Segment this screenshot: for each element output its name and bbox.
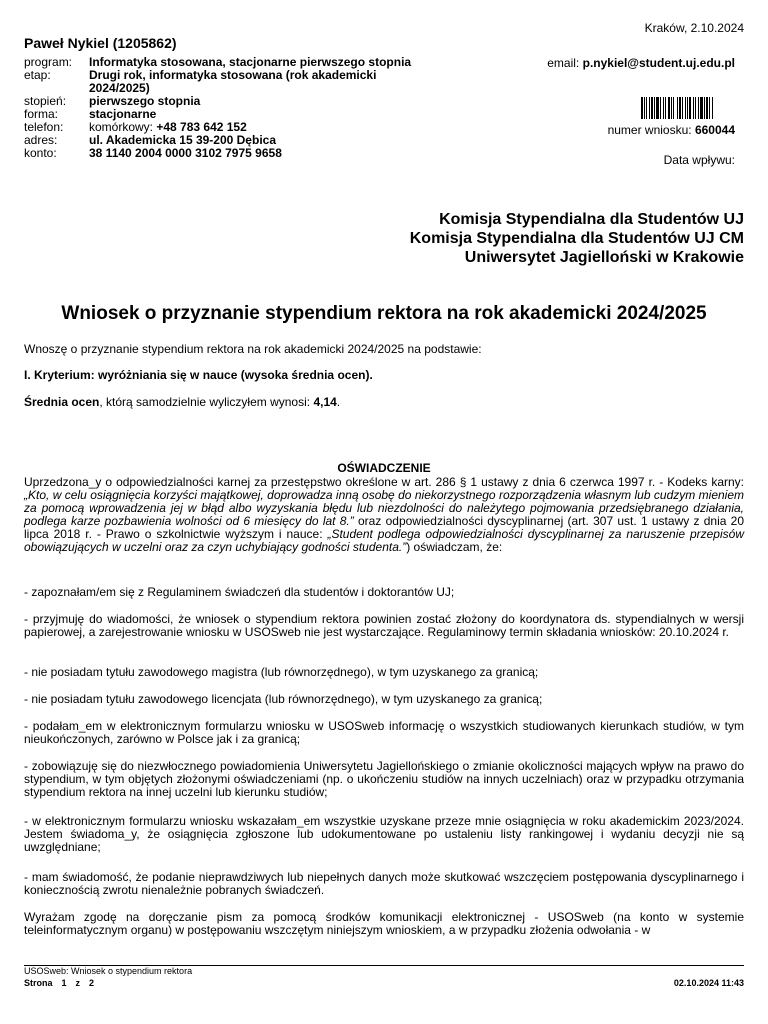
statement-item: - zobowiązuję się do niezwłocznego powiadomienia Uniwersytetu Jagiellońskiego o zmianie okoliczności mających wpływ na prawo do stypendium, w tym objętych złożonymi oświadczeniami (np. o ukończeniu studiów na innych uczelniach) oraz w przypadku otrzymania stypendium rektora na innej uczelni lub kierunku studiów; xyxy=(24,759,744,799)
statement-item: - w elektronicznym formularzu wniosku wskazałam_em wszystkie uzyskane przeze mnie osiągnięcia w roku akademickim 2023/2024. Jestem świadoma_y, że osiągnięcia zgłoszone lub udokumentowane po ustaleniu listy rankingowej i wydaniu decyzji nie są uwzględniane; xyxy=(24,814,744,854)
page-total: 2 xyxy=(89,978,95,988)
email-value: p.nykiel@student.uj.edu.pl xyxy=(582,56,735,70)
info-label: program: xyxy=(24,55,73,69)
addressee-line: Uniwersytet Jagielloński w Krakowie xyxy=(464,249,744,266)
addressee-line: Komisja Stypendialna dla Studentów UJ CM xyxy=(409,230,744,247)
info-value: Informatyka stosowana, stacjonarne pierwszego stopnia xyxy=(89,55,412,69)
info-label: stopień: xyxy=(24,94,67,108)
kryterium: I. Kryterium: wyróżniania się w nauce (wysoka średnia ocen). xyxy=(24,368,373,382)
applicant-info xyxy=(24,56,419,160)
info-label: telefon: xyxy=(24,120,64,134)
srednia-ocen xyxy=(24,396,744,409)
info-row-stopien xyxy=(24,95,419,108)
info-row-etap xyxy=(24,69,419,95)
srednia-value: 4,14 xyxy=(313,395,337,409)
phone-prefix: komórkowy: xyxy=(89,120,154,134)
srednia-text: , którą samodzielnie wyliczyłem wynosi: xyxy=(99,395,314,409)
statement-item: - nie posiadam tytułu zawodowego licencjata (lub równorzędnego), w tym uzyskanego za granicą; xyxy=(24,692,543,706)
srednia-label: Średnia ocen xyxy=(24,395,100,409)
srednia-end: . xyxy=(336,395,341,409)
oswiadczenie-text: oraz odpowiedzialności dyscyplinarnej (art. 307 ust. 1 ustawy z dnia 20 lipca 2018 r. - Prawo o szkolnictwie wyższym i nauce: xyxy=(24,514,745,541)
page-number: 1 xyxy=(61,978,67,988)
info-value: stacjonarne xyxy=(89,107,157,121)
info-label: konto: xyxy=(24,146,57,160)
info-value: Drugi rok, informatyka stosowana (rok akademicki 2024/2025) xyxy=(89,68,377,95)
city-date: Kraków, 2.10.2024 xyxy=(644,21,744,35)
footer-timestamp: 02.10.2024 11:43 xyxy=(673,978,744,988)
page-label: Strona xyxy=(24,978,53,988)
wniosek-label: numer wniosku: xyxy=(607,123,692,137)
oswiadczenie-heading: OŚWIADCZENIE xyxy=(337,461,431,475)
barcode-icon xyxy=(641,97,737,119)
info-value: ul. Akademicka 15 39-200 Dębica xyxy=(89,133,276,147)
oswiadczenie-text: ) oświadczam, że: xyxy=(406,540,503,554)
email-label: email: xyxy=(547,56,580,70)
info-label: etap: xyxy=(24,68,51,82)
info-value: pierwszego stopnia xyxy=(89,94,201,108)
addressee xyxy=(410,210,744,267)
statement-item: Wyrażam zgodę na doręczanie pism za pomocą środków komunikacji elektronicznej - USOSweb (na konto w systemie teleinformatycznym organu) w postępowaniu wszczętym niniejszym wnioskiem, a w przypadku złożenia odwołania - w xyxy=(24,910,744,937)
prawo-quote: „Student podlega odpowiedzialności dyscyplinarnej za naruszenie przepisów obowiązujących w uczelni oraz za czyn uchybiający godności studenta.” xyxy=(24,527,744,554)
oswiadczenie-text: Uprzedzona_y o odpowiedzialności karnej za przestępstwo określone w art. 286 § 1 ustawy z dnia 6 czerwca 1997 r. - Kodeks karny: xyxy=(24,475,744,489)
info-row-konto xyxy=(24,147,419,160)
phone-number: +48 783 642 152 xyxy=(156,120,247,134)
wniosek-value: 660044 xyxy=(694,123,735,137)
wniosek-number xyxy=(608,123,735,137)
page-indicator xyxy=(24,978,103,988)
statement-item: - podałam_em w elektronicznym formularzu wniosku w USOSweb informację o wszystkich studiowanych kierunkach studiów, w tym nieukończonych, zarówno w Polsce jak i za granicą; xyxy=(24,719,744,746)
statement-item: - przyjmuję do wiadomości, że wniosek o stypendium rektora powinien zostać złożony do koordynatora ds. stypendialnych w wersji papierowej, a zarejestrowanie wniosku w USOSweb nie jest wystarczające. Regulaminowy termin składania wniosków: 20.10.2024 r. xyxy=(24,612,744,639)
kodeks-quote: „Kto, w celu osiągnięcia korzyści majątkowej, doprowadza inną osobę do niekorzystnego rozporządzenia własnym lub cudzym mieniem za pomocą wprowadzenia jej w błąd albo wyzyskania błędu lub niezdolności do należytego pojmowania przedsiębranego działania, podlega karze pozbawienia wolności od 6 miesięcy do lat 8.” xyxy=(24,488,744,528)
addressee-line: Komisja Stypendialna dla Studentów UJ xyxy=(439,211,744,228)
info-label: adres: xyxy=(24,133,58,147)
oswiadczenie-body xyxy=(24,476,744,554)
document-title: Wniosek o przyznanie stypendium rektora na rok akademicki 2024/2025 xyxy=(61,303,707,324)
statement-item: - zapoznałam/em się z Regulaminem świadczeń dla studentów i doktorantów UJ; xyxy=(24,585,455,599)
email xyxy=(547,56,735,70)
info-label: forma: xyxy=(24,107,59,121)
intro-text: Wnoszę o przyznanie stypendium rektora na rok akademicki 2024/2025 na podstawie: xyxy=(24,342,482,356)
statement-item: - nie posiadam tytułu zawodowego magistra (lub równorzędnego), w tym uzyskanego za granicą; xyxy=(24,665,539,679)
applicant-name: Paweł Nykiel (1205862) xyxy=(24,35,177,51)
footer-source: USOSweb: Wniosek o stypendium rektora xyxy=(24,966,193,976)
info-value: 38 1140 2004 0000 3102 7975 9658 xyxy=(89,146,282,160)
data-wplywu: Data wpływu: xyxy=(663,153,735,167)
statement-item: - mam świadomość, że podanie nieprawdziwych lub niepełnych danych może skutkować wszczęciem postępowania dyscyplinarnego i koniecznością zwrotu nienależnie pobranych świadczeń. xyxy=(24,870,744,897)
page-separator: z xyxy=(75,978,81,988)
